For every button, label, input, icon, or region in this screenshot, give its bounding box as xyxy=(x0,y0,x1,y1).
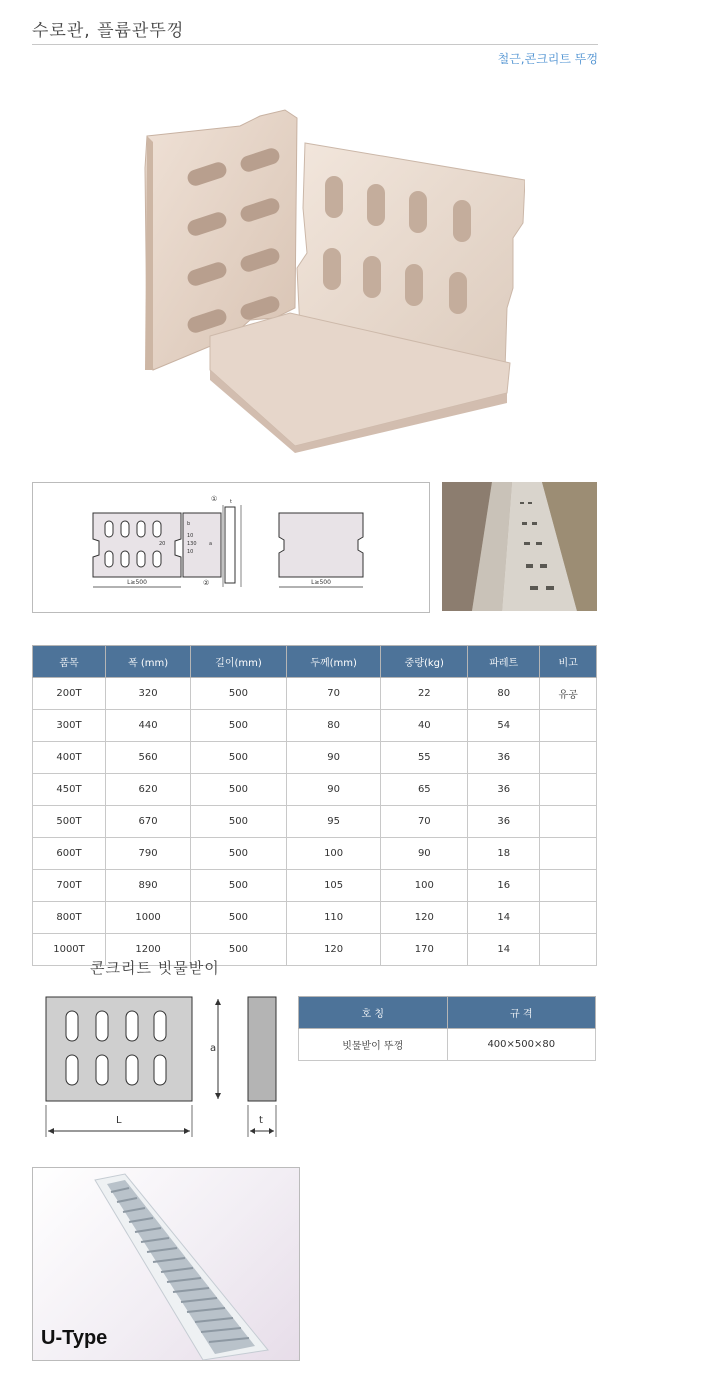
table-cell: 500 xyxy=(191,934,287,966)
utype-label: U-Type xyxy=(41,1327,108,1349)
table-cell: 500 xyxy=(191,902,287,934)
table-cell: 500 xyxy=(191,678,287,710)
gully-lid-diagram xyxy=(44,993,280,1141)
column-header: 길이(mm) xyxy=(191,646,287,678)
table-cell: 400×500×80 xyxy=(447,1029,595,1061)
page-subtitle: 철근,콘크리트 뚜껑 xyxy=(497,52,598,66)
diagram-dim-10b: 10 xyxy=(187,549,194,555)
column-header: 파레트 xyxy=(468,646,540,678)
table-cell: 105 xyxy=(286,870,381,902)
table-cell: 90 xyxy=(286,774,381,806)
table-cell: 80 xyxy=(286,710,381,742)
table-cell: 500 xyxy=(191,710,287,742)
table-cell: 90 xyxy=(381,838,468,870)
table-cell: 80 xyxy=(468,678,540,710)
table-cell xyxy=(540,806,597,838)
table-cell: 1200 xyxy=(106,934,191,966)
column-header: 중량(kg) xyxy=(381,646,468,678)
table-row xyxy=(33,806,597,838)
diagram-mark-top: ① xyxy=(211,495,218,503)
table-cell: 100 xyxy=(381,870,468,902)
table-cell xyxy=(540,710,597,742)
table-cell: 200T xyxy=(33,678,106,710)
table-cell: 36 xyxy=(468,742,540,774)
table-cell: 55 xyxy=(381,742,468,774)
table-cell: 440 xyxy=(106,710,191,742)
table-cell xyxy=(540,838,597,870)
gully-a-label: a xyxy=(210,1043,217,1054)
diagram-b-label: b xyxy=(187,521,191,527)
table-row xyxy=(33,838,597,870)
table-cell: 500T xyxy=(33,806,106,838)
table-cell: 빗물받이 뚜껑 xyxy=(299,1029,448,1061)
table-cell: 54 xyxy=(468,710,540,742)
table-row xyxy=(33,774,597,806)
table-row xyxy=(33,678,597,710)
installation-photo xyxy=(442,482,597,611)
diagram-dim-130: 130 xyxy=(187,541,197,547)
table-cell: 670 xyxy=(106,806,191,838)
table-cell: 320 xyxy=(106,678,191,710)
table-cell: 1000T xyxy=(33,934,106,966)
column-header: 폭 (mm) xyxy=(106,646,191,678)
table-cell: 14 xyxy=(468,902,540,934)
table-cell: 22 xyxy=(381,678,468,710)
column-header: 품목 xyxy=(33,646,106,678)
table-cell: 40 xyxy=(381,710,468,742)
table-cell xyxy=(540,934,597,966)
table-cell: 14 xyxy=(468,934,540,966)
table-cell: 500 xyxy=(191,838,287,870)
table-cell: 16 xyxy=(468,870,540,902)
title-divider xyxy=(32,44,598,45)
table-cell: 700T xyxy=(33,870,106,902)
diagram-length-left: L≥500 xyxy=(127,579,147,586)
gully-table-header xyxy=(299,997,596,1029)
concrete-slab-photo xyxy=(135,108,525,453)
diagram-t-label: t xyxy=(230,499,232,505)
column-header: 규 격 xyxy=(447,997,595,1029)
column-header: 비고 xyxy=(540,646,597,678)
diagram-mark-bottom: ② xyxy=(203,579,210,587)
utype-photo xyxy=(32,1167,300,1361)
table-cell xyxy=(540,742,597,774)
table-cell: 170 xyxy=(381,934,468,966)
table-cell: 100 xyxy=(286,838,381,870)
diagram-length-right: L≥500 xyxy=(311,579,331,586)
page-title: 수로관, 플륨관뚜껑 xyxy=(32,21,185,41)
table-cell: 70 xyxy=(286,678,381,710)
table-cell: 36 xyxy=(468,806,540,838)
table-cell: 450T xyxy=(33,774,106,806)
table-cell: 620 xyxy=(106,774,191,806)
gully-L-label: L xyxy=(116,1115,122,1126)
gully-section-title: 콘크리트 빗물받이 xyxy=(90,959,220,977)
table-cell: 400T xyxy=(33,742,106,774)
table-row xyxy=(33,710,597,742)
table-cell: 500 xyxy=(191,742,287,774)
table-cell: 90 xyxy=(286,742,381,774)
table-cell xyxy=(540,902,597,934)
table-cell: 110 xyxy=(286,902,381,934)
table-cell: 1000 xyxy=(106,902,191,934)
table-cell: 500 xyxy=(191,806,287,838)
table-cell: 18 xyxy=(468,838,540,870)
table-row xyxy=(33,902,597,934)
table-cell xyxy=(540,870,597,902)
technical-drawing xyxy=(33,483,429,612)
column-header: 두께(mm) xyxy=(286,646,381,678)
table-cell: 95 xyxy=(286,806,381,838)
spec-table xyxy=(32,645,597,966)
diagram-dim-20: 20 xyxy=(159,541,166,547)
table-cell: 유공 xyxy=(540,678,597,710)
table-cell: 70 xyxy=(381,806,468,838)
spec-table-header xyxy=(33,646,597,678)
technical-diagram xyxy=(32,482,430,613)
gully-t-label: t xyxy=(259,1115,263,1126)
table-row xyxy=(33,870,597,902)
table-cell: 790 xyxy=(106,838,191,870)
table-cell: 120 xyxy=(381,902,468,934)
table-cell: 120 xyxy=(286,934,381,966)
diagram-a-label: a xyxy=(209,541,213,547)
table-cell: 500 xyxy=(191,774,287,806)
table-cell: 65 xyxy=(381,774,468,806)
table-cell: 600T xyxy=(33,838,106,870)
table-cell xyxy=(540,774,597,806)
table-row xyxy=(33,742,597,774)
table-cell: 560 xyxy=(106,742,191,774)
table-cell: 890 xyxy=(106,870,191,902)
column-header: 호 칭 xyxy=(299,997,448,1029)
diagram-dim-10a: 10 xyxy=(187,533,194,539)
table-cell: 36 xyxy=(468,774,540,806)
gully-spec-table xyxy=(298,996,596,1061)
table-cell: 800T xyxy=(33,902,106,934)
table-cell: 300T xyxy=(33,710,106,742)
table-row xyxy=(299,1029,596,1061)
table-cell: 500 xyxy=(191,870,287,902)
